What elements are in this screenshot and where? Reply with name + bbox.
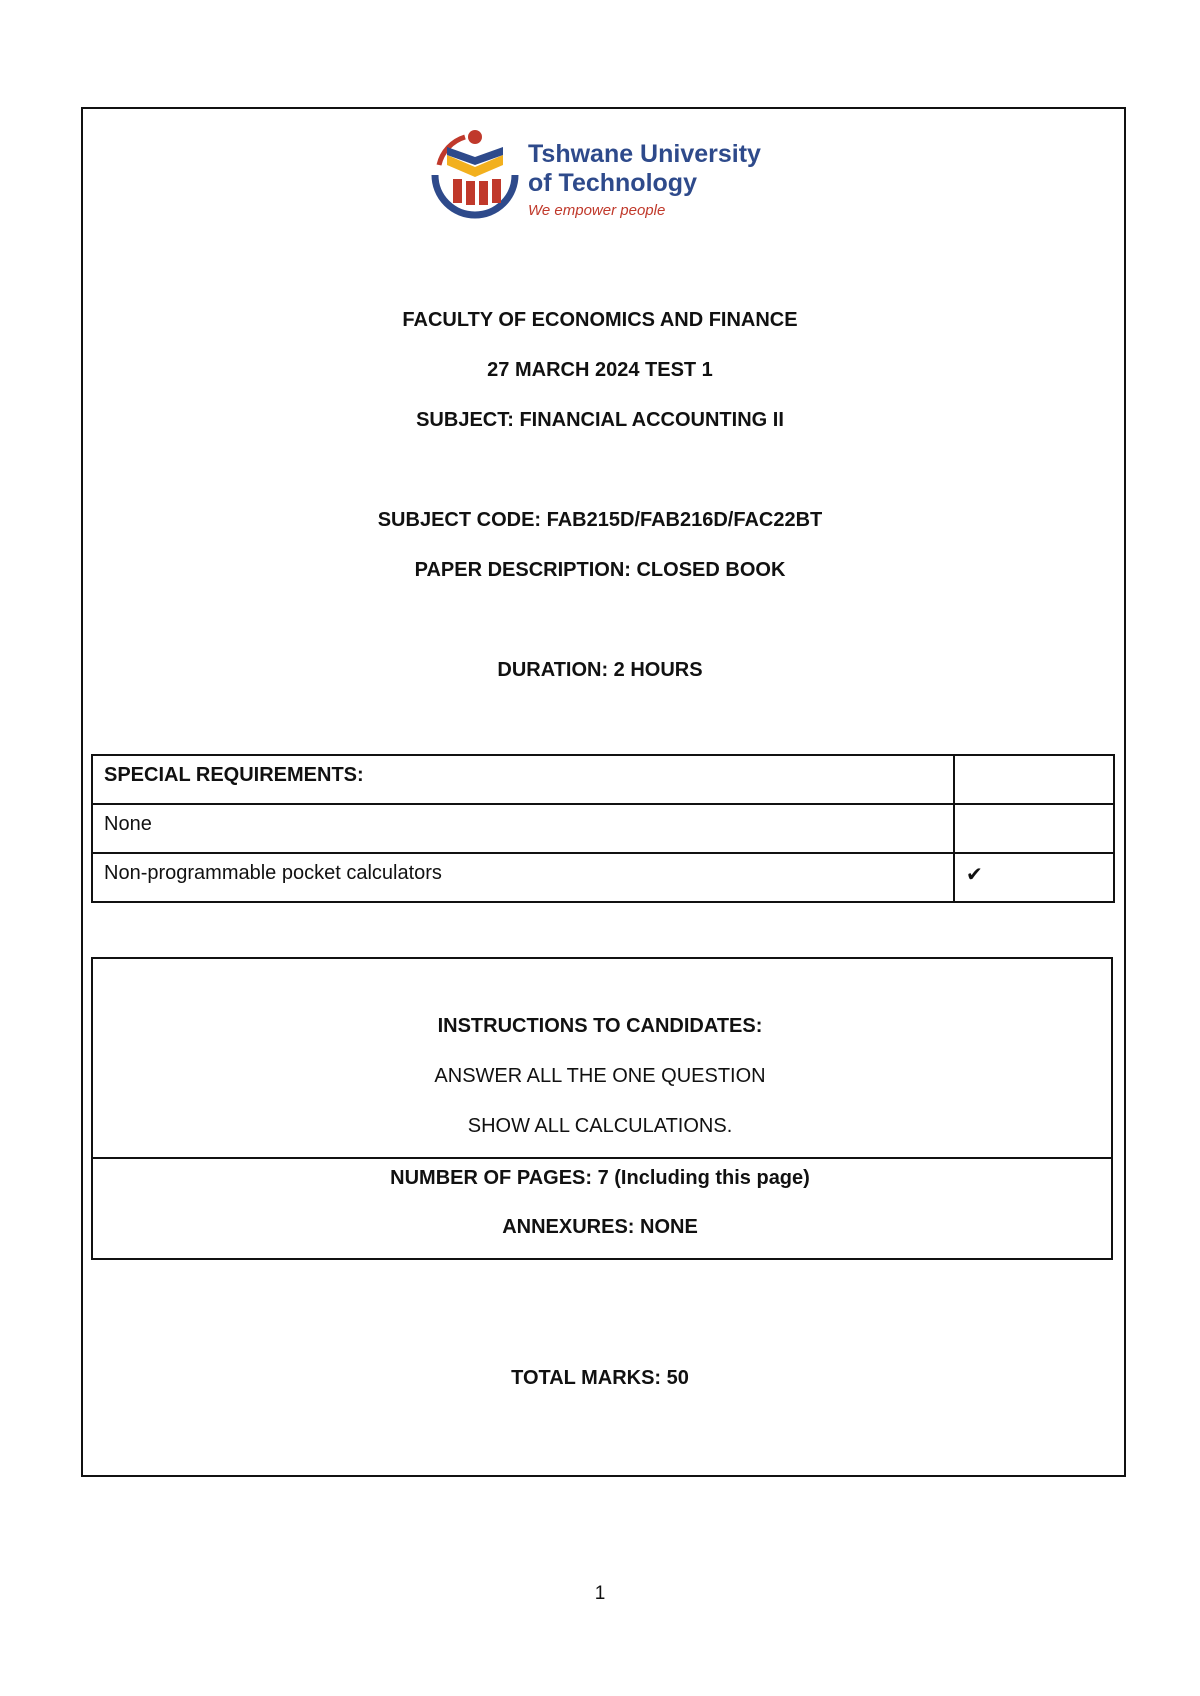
checkmark-icon: ✔ bbox=[954, 853, 1114, 902]
special-requirements-table bbox=[91, 754, 1115, 903]
instruction-line-2: SHOW ALL CALCULATIONS. bbox=[467, 1115, 733, 1137]
tut-emblem-icon bbox=[425, 125, 525, 225]
subject-line: SUBJECT: FINANCIAL ACCOUNTING II bbox=[416, 409, 784, 431]
requirements-heading: SPECIAL REQUIREMENTS: bbox=[92, 755, 954, 804]
subject-code-line: SUBJECT CODE: FAB215D/FAB216D/FAC22BT bbox=[377, 509, 823, 531]
test-date: 27 MARCH 2024 TEST 1 bbox=[487, 359, 713, 381]
instructions-divider bbox=[91, 1157, 1113, 1159]
table-row bbox=[92, 804, 1114, 853]
university-name bbox=[528, 140, 761, 198]
university-logo bbox=[425, 125, 765, 230]
instructions-box bbox=[91, 957, 1113, 1260]
instructions-heading: INSTRUCTIONS TO CANDIDATES: bbox=[437, 1015, 763, 1037]
university-tagline: We empower people bbox=[528, 202, 666, 219]
instruction-line-1: ANSWER ALL THE ONE QUESTION bbox=[434, 1065, 766, 1087]
university-name-line1: Tshwane University bbox=[528, 140, 761, 168]
table-row bbox=[92, 755, 1114, 804]
requirement-mark bbox=[954, 804, 1114, 853]
number-of-pages: NUMBER OF PAGES: 7 (Including this page) bbox=[390, 1167, 810, 1189]
university-name-line2: of Technology bbox=[528, 169, 697, 197]
duration-line: DURATION: 2 HOURS bbox=[497, 659, 703, 681]
table-row bbox=[92, 853, 1114, 902]
requirements-heading-mark bbox=[954, 755, 1114, 804]
annexures-line: ANNEXURES: NONE bbox=[502, 1216, 698, 1238]
page-number: 1 bbox=[594, 1583, 606, 1604]
total-marks: TOTAL MARKS: 50 bbox=[511, 1367, 689, 1389]
requirement-label: Non-programmable pocket calculators bbox=[92, 853, 954, 902]
faculty-heading: FACULTY OF ECONOMICS AND FINANCE bbox=[402, 309, 798, 331]
requirement-label: None bbox=[92, 804, 954, 853]
paper-description-line: PAPER DESCRIPTION: CLOSED BOOK bbox=[414, 559, 786, 581]
